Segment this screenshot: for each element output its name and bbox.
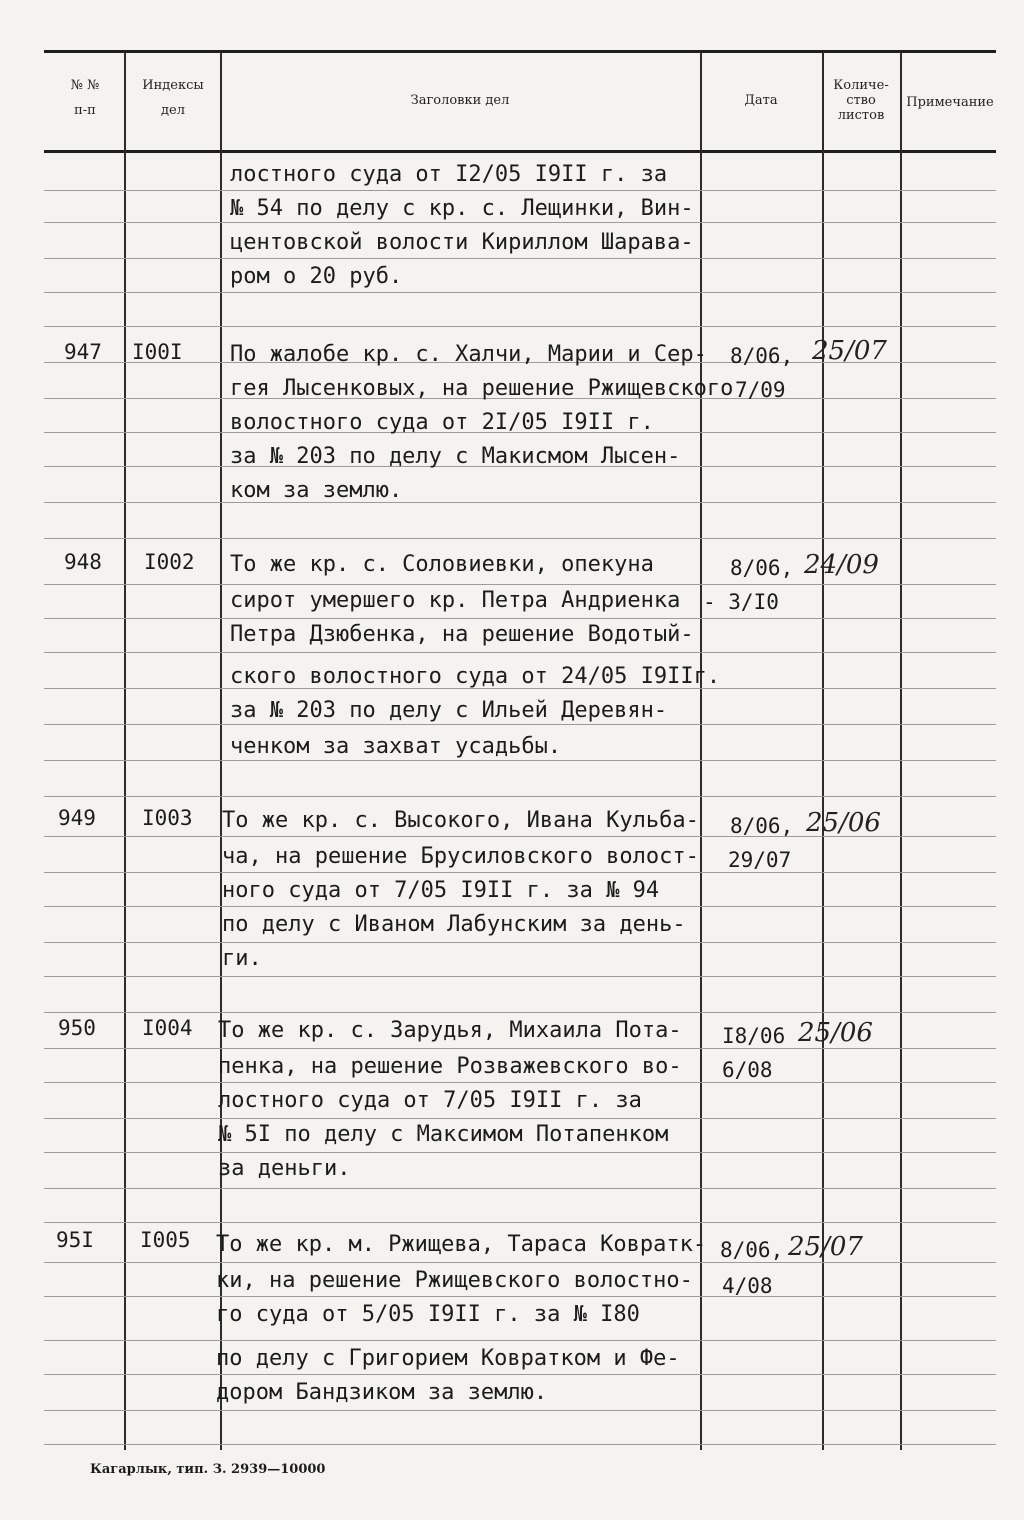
ruled-line: [44, 796, 996, 797]
handwritten-date: 25/06: [806, 808, 881, 838]
record-line: № 54 по делу с кр. с. Лещинки, Вин-: [230, 196, 694, 221]
ruled-line: [44, 1012, 996, 1013]
record-line: лостного суда от I2/05 I9II г. за: [230, 162, 668, 187]
header-index-label: Индексы дел: [142, 78, 204, 118]
ruled-line: [44, 1374, 996, 1375]
ruled-line: [44, 976, 996, 977]
header-title-label: Заголовки дел: [410, 93, 510, 108]
ruled-line: [44, 652, 996, 653]
handwritten-date: 25/07: [788, 1232, 863, 1262]
ruled-line: [44, 190, 996, 191]
record-line: То же кр. м. Ржищева, Тараса Ковратк-: [216, 1232, 707, 1257]
record-line: То же кр. с. Высокого, Ивана Кульба-: [222, 808, 699, 833]
record-line: за № 203 по делу с Макисмом Лысен-: [230, 444, 681, 469]
record-line: ского волостного суда от 24/05 I9IIг.: [230, 664, 721, 689]
header-note-label: Примечание: [906, 95, 994, 110]
record-line: по делу с Иваном Лабунским за день-: [222, 912, 686, 937]
record-line: ки, на решение Ржищевского волостно-: [216, 1268, 693, 1293]
handwritten-date: 25/07: [812, 336, 887, 366]
record-line: То же кр. с. Соловиевки, опекуна: [230, 552, 654, 577]
ruled-line: [44, 942, 996, 943]
record-line: волостного суда от 2I/05 I9II г.: [230, 410, 654, 435]
handwritten-date: 25/06: [798, 1018, 873, 1048]
record-line: ги.: [222, 946, 262, 971]
ruled-line: [44, 258, 996, 259]
handwritten-date: 24/09: [804, 550, 879, 580]
ruled-line: [44, 872, 996, 873]
record-line: гея Лысенковых, на решение Ржищевского: [230, 376, 734, 401]
ruled-line: [44, 1340, 996, 1341]
record-line: за деньги.: [218, 1156, 351, 1181]
ruled-line: [44, 292, 996, 293]
record-line: по делу с Григорием Ковратком и Фе-: [216, 1346, 680, 1371]
ruled-line: [44, 1262, 996, 1263]
record-date-end: - 3/I0: [703, 590, 779, 614]
record-line: дором Бандзиком за землю.: [216, 1380, 548, 1405]
ruled-line: [44, 1222, 996, 1223]
header-bottom-rule: [44, 150, 996, 153]
ruled-line: [44, 1082, 996, 1083]
ruled-line: [44, 538, 996, 539]
ruled-line: [44, 724, 996, 725]
record-number: 949: [58, 806, 96, 830]
record-line: пенка, на решение Розважевского во-: [218, 1054, 682, 1079]
record-number: 947: [64, 340, 102, 364]
record-date-end: 29/07: [728, 848, 792, 872]
record-line: за № 203 по делу с Ильей Деревян-: [230, 698, 668, 723]
record-line: сирот умершего кр. Петра Андриенка: [230, 588, 681, 613]
ruled-line: [44, 1444, 996, 1445]
record-index: I005: [140, 1228, 191, 1252]
header-sheets-label: Количе- ство листов: [833, 78, 889, 123]
record-line: То же кр. с. Зарудья, Михаила Пота-: [218, 1018, 682, 1043]
record-line: ного суда от 7/05 I9II г. за № 94: [222, 878, 660, 903]
ruled-line: [44, 326, 996, 327]
ruled-line: [44, 222, 996, 223]
record-line: лостного суда от 7/05 I9II г. за: [218, 1088, 642, 1113]
record-line: № 5I по делу с Максимом Потапенком: [218, 1122, 669, 1147]
record-index: I004: [142, 1016, 193, 1040]
record-line: ком за землю.: [230, 478, 403, 503]
record-number: 950: [58, 1016, 96, 1040]
record-line: Петра Дзюбенка, на решение Водотый-: [230, 622, 694, 647]
record-line: ром о 20 руб.: [230, 264, 403, 289]
record-index: I002: [144, 550, 195, 574]
record-date-end: 4/08: [722, 1274, 773, 1298]
ruled-line: [44, 906, 996, 907]
header-top-rule: [44, 50, 996, 53]
record-line: го суда от 5/05 I9II г. за № I80: [216, 1302, 640, 1327]
ruled-line: [44, 760, 996, 761]
record-date-start: 8/06,: [730, 344, 794, 368]
record-index: I00I: [132, 340, 183, 364]
record-number: 948: [64, 550, 102, 574]
ruled-line: [44, 1048, 996, 1049]
ruled-line: [44, 1118, 996, 1119]
record-line: По жалобе кр. с. Халчи, Марии и Сер-: [230, 342, 707, 367]
ruled-line: [44, 1152, 996, 1153]
ruled-line: [44, 1188, 996, 1189]
record-date-end: 6/08: [722, 1058, 773, 1082]
printer-imprint: Кагарлык, тип. З. 2939—10000: [90, 1462, 326, 1477]
record-date-start: I8/06: [722, 1024, 786, 1048]
column-divider: [900, 52, 902, 1450]
record-date-start: 8/06,: [730, 556, 794, 580]
header-date-label: Дата: [744, 93, 778, 108]
record-date-end: 7/09: [735, 378, 786, 402]
record-line: ча, на решение Брусиловского волост-: [222, 844, 699, 869]
record-date-start: 8/06,: [720, 1238, 784, 1262]
ruled-line: [44, 502, 996, 503]
column-divider: [124, 52, 126, 1450]
record-index: I003: [142, 806, 193, 830]
record-line: центовской волости Кириллом Шарава-: [230, 230, 694, 255]
ruled-line: [44, 1296, 996, 1297]
record-line: ченком за захват усадьбы.: [230, 734, 562, 759]
header-num-label: № № п-п: [70, 78, 100, 118]
ruled-line: [44, 618, 996, 619]
ruled-line: [44, 1410, 996, 1411]
ruled-line: [44, 584, 996, 585]
record-date-start: 8/06,: [730, 814, 794, 838]
record-number: 95I: [56, 1228, 94, 1252]
